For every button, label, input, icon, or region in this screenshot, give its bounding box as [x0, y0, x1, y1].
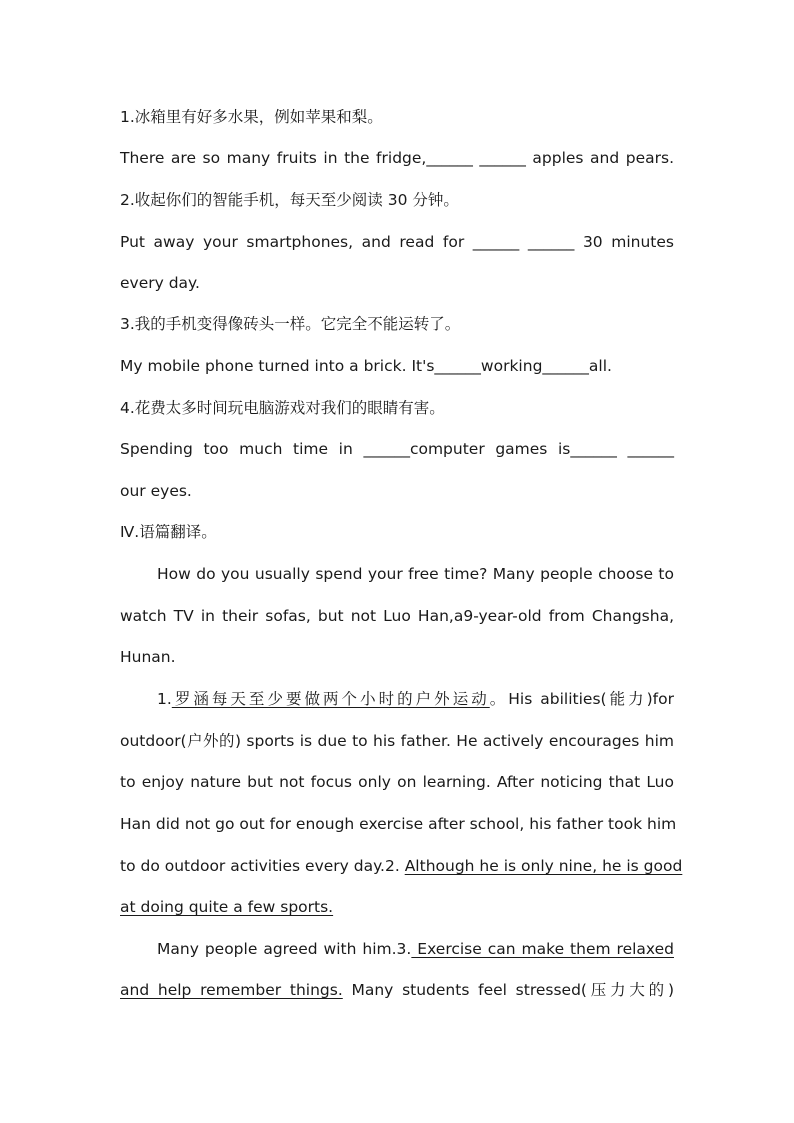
- question-2-chinese: 2.收起你们的智能手机，每天至少阅读 30 分钟。: [120, 191, 459, 209]
- passage-text: to do outdoor activities every day.2.: [120, 857, 405, 875]
- question-3-chinese: 3.我的手机变得像砖头一样。它完全不能运转了。: [120, 315, 461, 333]
- passage-p3-line-2: [120, 980, 674, 1000]
- passage-text: Many people agreed with him.3.: [157, 940, 412, 958]
- question-2-english: Put away your smartphones, and read for ______ ______ 30 minutes: [120, 233, 674, 251]
- question-3-english: My mobile phone turned into a brick. It's______working______all.: [120, 357, 612, 375]
- question-2-english-cont: every day.: [120, 274, 200, 292]
- question-4-english-cont: our eyes.: [120, 482, 192, 500]
- passage-p2-line: Han did not go out for enough exercise after school, his father took him: [120, 815, 677, 833]
- passage-text: 。His abilities(能力)for: [489, 690, 674, 708]
- passage-p2-line-5: [120, 856, 683, 876]
- question-4-chinese: 4.花费太多时间玩电脑游戏对我们的眼睛有害。: [120, 399, 445, 417]
- passage-p1-line: How do you usually spend your free time? Many people choose to: [157, 565, 674, 583]
- passage-p2-line: outdoor(户外的) sports is due to his father. He actively encourages him: [120, 732, 674, 750]
- section-heading: Ⅳ.语篇翻译。: [120, 523, 217, 541]
- question-1-chinese: 1.冰箱里有好多水果，例如苹果和梨。: [120, 108, 383, 126]
- passage-p1-line: Hunan.: [120, 648, 176, 666]
- question-4-english: Spending too much time in ______computer games is______ ______: [120, 440, 674, 458]
- passage-p2-line: to enjoy nature but not focus only on learning. After noticing that Luo: [120, 773, 674, 791]
- passage-p3-line-1: [157, 939, 674, 959]
- question-1-english: There are so many fruits in the fridge,______ ______ apples and pears.: [120, 149, 674, 167]
- passage-p2-line-1: [157, 689, 674, 709]
- passage-p2-line-6: [120, 897, 674, 917]
- underlined-sentence-2-cont: at doing quite a few sports.: [120, 898, 334, 916]
- item-number: 1.: [157, 690, 172, 708]
- passage-p1-line: watch TV in their sofas, but not Luo Han,a9-year-old from Changsha,: [120, 607, 674, 625]
- underlined-sentence-2: Although he is only nine, he is good: [404, 857, 683, 875]
- underlined-sentence-3-cont: and help remember things.: [120, 981, 343, 999]
- underlined-sentence-3: Exercise can make them relaxed: [411, 940, 674, 958]
- passage-text: Many students feel stressed(压力大的): [342, 981, 674, 999]
- underlined-sentence-1: 罗涵每天至少要做两个小时的户外运动: [171, 690, 490, 708]
